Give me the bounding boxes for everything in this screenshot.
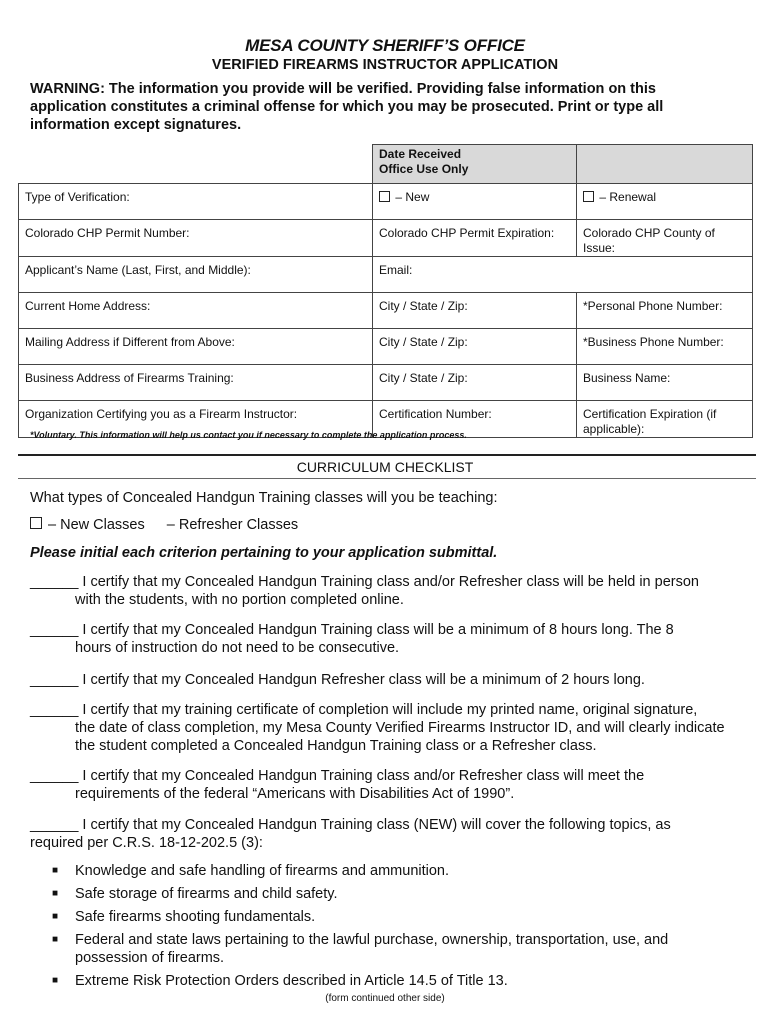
list-item: ■ Extreme Risk Protection Orders described in Article 14.5 of Title 13. (52, 973, 508, 989)
date-received-label: Date Received (379, 147, 462, 161)
list-item: ■ Knowledge and safe handling of firearms and ammunition. (52, 863, 450, 879)
type-of-verification-label: Type of Verification: (19, 184, 373, 220)
personal-phone-field[interactable]: *Personal Phone Number: (577, 293, 753, 329)
blank-cell (19, 145, 373, 184)
bullet-icon: ■ (52, 934, 59, 945)
curriculum-question: What types of Concealed Handgun Training classes will you be teaching: (30, 490, 498, 506)
applicant-name-field[interactable]: Applicant’s Name (Last, First, and Middle): (19, 257, 373, 293)
bullet-icon: ■ (52, 975, 59, 986)
business-name-field[interactable]: Business Name: (577, 365, 753, 401)
warning-text: WARNING: The information you provide will be verified. Providing false information on this application constitutes a criminal offense for which you may be prosecuted. Print or type all information except signatures. (30, 81, 664, 133)
bullet-icon: ■ (52, 911, 59, 922)
new-classes-option[interactable]: – New Classes (30, 517, 145, 533)
criterion-item[interactable]: ______ I certify that my Concealed Handgun Training class and/or Refresher class will be held in person with the students, with no portion completed online. (30, 574, 699, 608)
list-item: ■ Federal and state laws pertaining to the lawful purchase, ownership, transportation, use, and possession of firearms. (52, 932, 669, 966)
email-field[interactable]: Email: (373, 257, 753, 293)
required-topics-list (30, 862, 742, 995)
footer-note: (form continued other side) (325, 993, 445, 1004)
list-item: ■ Safe firearms shooting fundamentals. (52, 909, 316, 925)
bullet-icon: ■ (52, 888, 59, 899)
checkbox-icon[interactable] (583, 191, 594, 202)
permit-county-field[interactable]: Colorado CHP County of Issue: (577, 220, 753, 257)
certification-expiration-field[interactable]: Certification Expiration (if applicable): (577, 401, 753, 438)
home-city-field[interactable]: City / State / Zip: (373, 293, 577, 329)
refresher-classes-option[interactable]: – Refresher Classes (166, 517, 299, 533)
list-item: ■ Safe storage of firearms and child safety. (52, 886, 338, 902)
criterion-item[interactable]: ______ I certify that my Concealed Handgun Training class will be a minimum of 8 hours long. The 8 hours of instruction do not need to be consecutive. (30, 622, 674, 656)
checkbox-icon[interactable] (379, 191, 390, 202)
new-option[interactable]: – New (373, 184, 577, 220)
certifying-org-field[interactable]: Organization Certifying you as a Firearm Instructor: (19, 401, 373, 438)
applicant-info-table (18, 144, 753, 438)
section-divider (18, 454, 756, 456)
criterion-item[interactable]: ______ I certify that my training certificate of completion will include my printed name, original signature, the date of class completion, my Mesa County Verified Firearms Instructor ID, and will clearly indicate the student completed a Concealed Handgun Training class or a Refresher class. (30, 702, 725, 754)
business-city-field[interactable]: City / State / Zip: (373, 365, 577, 401)
business-address-field[interactable]: Business Address of Firearms Training: (19, 365, 373, 401)
form-title: VERIFIED FIREARMS INSTRUCTOR APPLICATION (211, 57, 559, 73)
office-use-only-label: Office Use Only (379, 162, 469, 176)
voluntary-note: *Voluntary. This information will help us contact you if necessary to complete the application process. (30, 430, 467, 440)
mailing-address-field[interactable]: Mailing Address if Different from Above: (19, 329, 373, 365)
permit-expiration-field[interactable]: Colorado CHP Permit Expiration: (373, 220, 577, 257)
criterion-item[interactable]: ______ I certify that my Concealed Handgun Refresher class will be a minimum of 2 hours long. (30, 672, 645, 688)
business-phone-field[interactable]: *Business Phone Number: (577, 329, 753, 365)
home-address-field[interactable]: Current Home Address: (19, 293, 373, 329)
curriculum-heading: CURRICULUM CHECKLIST (296, 459, 474, 475)
criterion-item[interactable]: ______ I certify that my Concealed Handgun Training class (NEW) will cover the following topics, as required per C.R.S. 18-12-202.5 (3): (30, 817, 671, 851)
initial-instruction: Please initial each criterion pertaining to your application submittal. (30, 545, 498, 561)
section-divider-thin (18, 478, 756, 479)
mailing-city-field[interactable]: City / State / Zip: (373, 329, 577, 365)
office-use-blank (577, 145, 753, 184)
permit-number-field[interactable]: Colorado CHP Permit Number: (19, 220, 373, 257)
office-use-cell (373, 145, 577, 184)
criterion-item[interactable]: ______ I certify that my Concealed Handgun Training class and/or Refresher class will meet the requirements of the federal “Americans with Disabilities Act of 1990”. (30, 768, 645, 802)
certification-number-field[interactable]: Certification Number: (373, 401, 577, 438)
class-type-options (30, 516, 298, 534)
renewal-option[interactable]: – Renewal (577, 184, 753, 220)
bullet-icon: ■ (52, 865, 59, 876)
checkbox-icon[interactable] (30, 517, 42, 529)
office-title: MESA COUNTY SHERIFF’S OFFICE (245, 36, 525, 55)
